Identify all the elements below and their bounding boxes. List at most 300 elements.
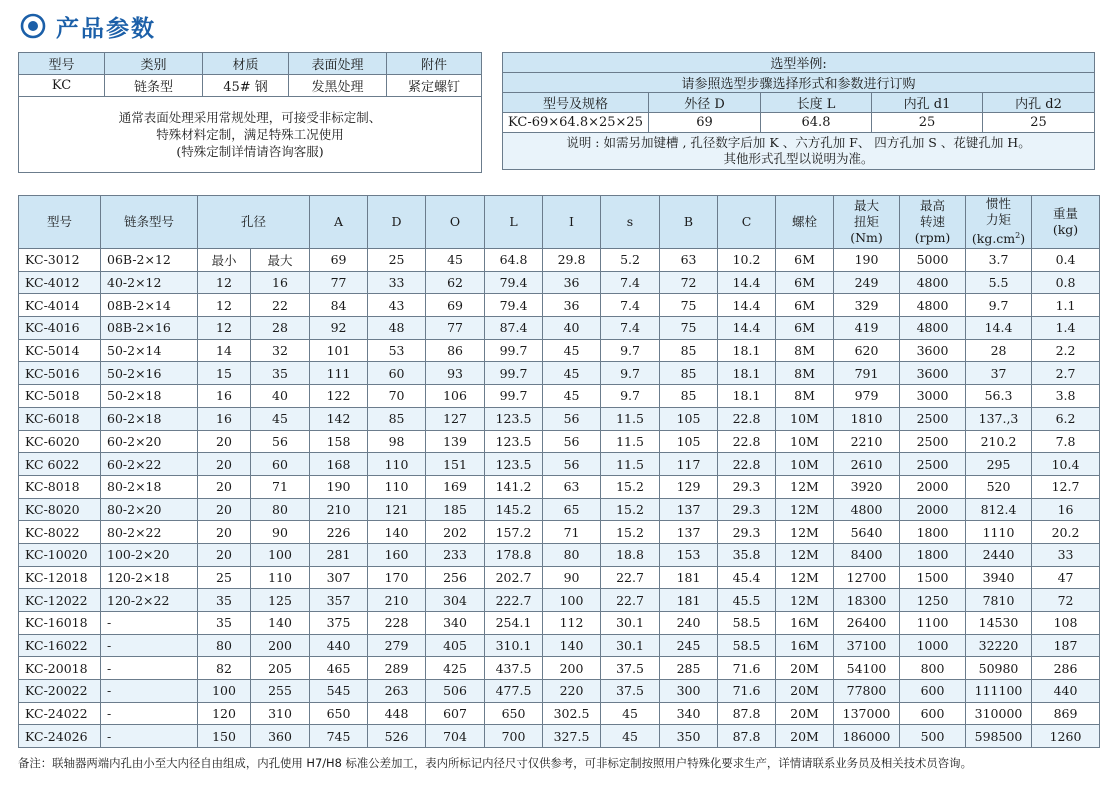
- page-title: 产品参数: [56, 15, 156, 42]
- cell-a: 545: [310, 680, 368, 703]
- cell-bore-max: 80: [251, 498, 310, 521]
- cell-inertia: 56.3: [966, 385, 1032, 408]
- cell-chain: 120-2×22: [101, 589, 198, 612]
- cell-c: 22.8: [718, 453, 776, 476]
- cell-o: 704: [426, 725, 485, 748]
- cell-bore-min: 14: [198, 339, 251, 362]
- cell-torque: 190: [834, 249, 900, 272]
- cell-model: KC-16018: [19, 612, 101, 635]
- cell-bore-max: 56: [251, 430, 310, 453]
- col-header-a: A: [310, 196, 368, 249]
- cell-c: 18.1: [718, 385, 776, 408]
- cell-speed: 600: [900, 680, 966, 703]
- cell-inertia: 32220: [966, 634, 1032, 657]
- spec-note-line: 通常表面处理采用常规处理，可接受非标定制、: [118, 110, 382, 125]
- cell-l: 64.8: [485, 249, 543, 272]
- cell-speed: 1250: [900, 589, 966, 612]
- cell-speed: 1500: [900, 566, 966, 589]
- cell-o: 304: [426, 589, 485, 612]
- cell-bore-max: 110: [251, 566, 310, 589]
- table-row: [19, 702, 1100, 725]
- cell-o: 127: [426, 407, 485, 430]
- cell-weight: 7.8: [1032, 430, 1100, 453]
- cell-weight: 440: [1032, 680, 1100, 703]
- cell-l: 178.8: [485, 543, 543, 566]
- cell-o: 106: [426, 385, 485, 408]
- example-value-bore-d2: 25: [983, 113, 1095, 133]
- cell-i: 63: [543, 475, 601, 498]
- cell-o: 506: [426, 680, 485, 703]
- cell-d: 279: [368, 634, 426, 657]
- cell-speed: 2000: [900, 498, 966, 521]
- cell-d: 448: [368, 702, 426, 725]
- cell-b: 85: [660, 339, 718, 362]
- cell-c: 14.4: [718, 271, 776, 294]
- parameters-table: [18, 195, 1100, 748]
- col-header-b: B: [660, 196, 718, 249]
- cell-chain: 40-2×12: [101, 271, 198, 294]
- cell-i: 45: [543, 362, 601, 385]
- cell-o: 340: [426, 612, 485, 635]
- cell-speed: 4800: [900, 271, 966, 294]
- cell-a: 158: [310, 430, 368, 453]
- cell-b: 181: [660, 566, 718, 589]
- example-title: 选型举例:: [503, 53, 1095, 73]
- cell-a: 111: [310, 362, 368, 385]
- cell-d: 140: [368, 521, 426, 544]
- cell-i: 40: [543, 317, 601, 340]
- col-header-l: L: [485, 196, 543, 249]
- cell-inertia: 598500: [966, 725, 1032, 748]
- cell-speed: 3000: [900, 385, 966, 408]
- table-row: [19, 407, 1100, 430]
- cell-b: 85: [660, 385, 718, 408]
- cell-a: 226: [310, 521, 368, 544]
- cell-bore-min: 150: [198, 725, 251, 748]
- cell-a: 281: [310, 543, 368, 566]
- cell-a: 190: [310, 475, 368, 498]
- cell-o: 169: [426, 475, 485, 498]
- section-title: [20, 8, 156, 44]
- cell-speed: 4800: [900, 294, 966, 317]
- cell-bore-max: 22: [251, 294, 310, 317]
- cell-bore-min: 20: [198, 498, 251, 521]
- spec-note: [19, 97, 482, 173]
- cell-torque: 249: [834, 271, 900, 294]
- cell-o: 425: [426, 657, 485, 680]
- cell-torque: 37100: [834, 634, 900, 657]
- cell-i: 140: [543, 634, 601, 657]
- cell-model: KC-10020: [19, 543, 101, 566]
- cell-l: 157.2: [485, 521, 543, 544]
- table-row: [19, 317, 1100, 340]
- cell-b: 245: [660, 634, 718, 657]
- table-row: [19, 543, 1100, 566]
- cell-i: 45: [543, 385, 601, 408]
- cell-b: 117: [660, 453, 718, 476]
- cell-bolt: 6M: [776, 294, 834, 317]
- table-row: [19, 362, 1100, 385]
- cell-chain: 50-2×16: [101, 362, 198, 385]
- cell-l: 99.7: [485, 339, 543, 362]
- example-header-length-l: 长度 L: [761, 93, 872, 113]
- cell-weight: 6.2: [1032, 407, 1100, 430]
- cell-o: 77: [426, 317, 485, 340]
- header-line: (rpm): [914, 230, 951, 245]
- col-header-i: I: [543, 196, 601, 249]
- cell-inertia: 7810: [966, 589, 1032, 612]
- cell-bolt: 12M: [776, 521, 834, 544]
- cell-bolt: 20M: [776, 657, 834, 680]
- cell-l: 99.7: [485, 385, 543, 408]
- cell-a: 745: [310, 725, 368, 748]
- col-header-chain: 链条型号: [101, 196, 198, 249]
- cell-o: 151: [426, 453, 485, 476]
- cell-a: 465: [310, 657, 368, 680]
- cell-bore-max: 28: [251, 317, 310, 340]
- cell-speed: 1800: [900, 543, 966, 566]
- example-value-bore-d1: 25: [872, 113, 983, 133]
- cell-chain: -: [101, 612, 198, 635]
- header-line: 最大: [854, 198, 880, 213]
- cell-d: 25: [368, 249, 426, 272]
- cell-speed: 1000: [900, 634, 966, 657]
- cell-c: 58.5: [718, 634, 776, 657]
- spec-value-material: 45# 钢: [203, 75, 289, 97]
- cell-bore-max: 45: [251, 407, 310, 430]
- cell-l: 123.5: [485, 430, 543, 453]
- cell-bore-max: 16: [251, 271, 310, 294]
- table-row: [19, 430, 1100, 453]
- cell-bolt: 10M: [776, 453, 834, 476]
- cell-speed: 2500: [900, 430, 966, 453]
- spec-value-row: [19, 75, 482, 97]
- cell-bolt: 8M: [776, 339, 834, 362]
- spec-header-surface: 表面处理: [289, 53, 387, 75]
- cell-c: 35.8: [718, 543, 776, 566]
- cell-inertia: 14.4: [966, 317, 1032, 340]
- table-body: [19, 249, 1100, 748]
- cell-bolt: 6M: [776, 271, 834, 294]
- cell-s: 22.7: [601, 566, 660, 589]
- cell-chain: -: [101, 634, 198, 657]
- cell-bore-min: 35: [198, 589, 251, 612]
- cell-s: 11.5: [601, 430, 660, 453]
- example-value-row: [503, 113, 1095, 133]
- cell-model: KC-20022: [19, 680, 101, 703]
- cell-bore-min: 20: [198, 453, 251, 476]
- cell-b: 153: [660, 543, 718, 566]
- example-note-line: 其他形式孔型以说明为准。: [723, 151, 874, 166]
- cell-chain: -: [101, 725, 198, 748]
- cell-bolt: 12M: [776, 543, 834, 566]
- cell-bore-max: 205: [251, 657, 310, 680]
- cell-bolt: 12M: [776, 498, 834, 521]
- cell-torque: 137000: [834, 702, 900, 725]
- cell-weight: 2.2: [1032, 339, 1100, 362]
- cell-c: 87.8: [718, 725, 776, 748]
- cell-d: 85: [368, 407, 426, 430]
- cell-i: 36: [543, 271, 601, 294]
- cell-torque: 77800: [834, 680, 900, 703]
- cell-i: 36: [543, 294, 601, 317]
- table-row: [19, 385, 1100, 408]
- cell-torque: 26400: [834, 612, 900, 635]
- example-value-outer-d: 69: [649, 113, 761, 133]
- cell-d: 210: [368, 589, 426, 612]
- cell-bore-max: 255: [251, 680, 310, 703]
- cell-b: 63: [660, 249, 718, 272]
- cell-s: 45: [601, 702, 660, 725]
- cell-bore-max: 140: [251, 612, 310, 635]
- cell-o: 62: [426, 271, 485, 294]
- cell-bore-min: 15: [198, 362, 251, 385]
- cell-bore-min: 最小: [198, 249, 251, 272]
- cell-torque: 620: [834, 339, 900, 362]
- cell-torque: 5640: [834, 521, 900, 544]
- cell-b: 75: [660, 317, 718, 340]
- cell-bolt: 12M: [776, 566, 834, 589]
- cell-weight: 1.4: [1032, 317, 1100, 340]
- cell-bolt: 16M: [776, 612, 834, 635]
- cell-d: 53: [368, 339, 426, 362]
- spec-note-row: [19, 97, 482, 173]
- spec-header-accessory: 附件: [387, 53, 482, 75]
- cell-bore-max: 200: [251, 634, 310, 657]
- cell-s: 18.8: [601, 543, 660, 566]
- table-row: [19, 453, 1100, 476]
- cell-model: KC-4016: [19, 317, 101, 340]
- cell-c: 45.4: [718, 566, 776, 589]
- cell-weight: 286: [1032, 657, 1100, 680]
- cell-a: 650: [310, 702, 368, 725]
- cell-torque: 2610: [834, 453, 900, 476]
- col-header-c: C: [718, 196, 776, 249]
- cell-bolt: 20M: [776, 725, 834, 748]
- cell-a: 101: [310, 339, 368, 362]
- cell-weight: 72: [1032, 589, 1100, 612]
- cell-b: 105: [660, 407, 718, 430]
- cell-l: 145.2: [485, 498, 543, 521]
- cell-d: 121: [368, 498, 426, 521]
- header-line: [966, 228, 1031, 247]
- table-row: [19, 498, 1100, 521]
- cell-o: 93: [426, 362, 485, 385]
- table-row: [19, 294, 1100, 317]
- cell-i: 29.8: [543, 249, 601, 272]
- cell-c: 29.3: [718, 498, 776, 521]
- cell-inertia: 5.5: [966, 271, 1032, 294]
- cell-model: KC-3012: [19, 249, 101, 272]
- cell-o: 86: [426, 339, 485, 362]
- cell-bore-min: 20: [198, 543, 251, 566]
- cell-c: 45.5: [718, 589, 776, 612]
- col-header-speed: [900, 196, 966, 249]
- cell-l: 79.4: [485, 271, 543, 294]
- cell-weight: 12.7: [1032, 475, 1100, 498]
- cell-c: 58.5: [718, 612, 776, 635]
- cell-torque: 419: [834, 317, 900, 340]
- cell-model: KC-8018: [19, 475, 101, 498]
- cell-speed: 3600: [900, 339, 966, 362]
- example-value-spec: KC-69×64.8×25×25: [503, 113, 649, 133]
- example-header-row: [503, 93, 1095, 113]
- cell-torque: 18300: [834, 589, 900, 612]
- cell-d: 160: [368, 543, 426, 566]
- table-row: [19, 612, 1100, 635]
- cell-a: 440: [310, 634, 368, 657]
- cell-d: 70: [368, 385, 426, 408]
- cell-inertia: 1110: [966, 521, 1032, 544]
- cell-b: 137: [660, 498, 718, 521]
- example-subtitle-row: [503, 73, 1095, 93]
- example-note: [503, 133, 1095, 170]
- cell-a: 307: [310, 566, 368, 589]
- cell-chain: 80-2×18: [101, 475, 198, 498]
- cell-model: KC-4012: [19, 271, 101, 294]
- cell-i: 220: [543, 680, 601, 703]
- cell-speed: 1800: [900, 521, 966, 544]
- cell-model: KC-20018: [19, 657, 101, 680]
- cell-bore-min: 12: [198, 294, 251, 317]
- cell-bolt: 8M: [776, 362, 834, 385]
- header-line: 转速: [920, 214, 946, 229]
- cell-chain: 08B-2×14: [101, 294, 198, 317]
- target-circle-icon: [20, 13, 46, 39]
- cell-l: 79.4: [485, 294, 543, 317]
- example-note-line: 说明 : 如需另加键槽 , 孔径数字后加 K 、六方孔加 F、 四方孔加 S 、花键孔加 H。: [566, 135, 1031, 150]
- cell-b: 350: [660, 725, 718, 748]
- cell-weight: 47: [1032, 566, 1100, 589]
- col-header-bolt: 螺栓: [776, 196, 834, 249]
- cell-weight: 108: [1032, 612, 1100, 635]
- cell-torque: 54100: [834, 657, 900, 680]
- cell-l: 222.7: [485, 589, 543, 612]
- cell-bolt: 10M: [776, 407, 834, 430]
- cell-c: 29.3: [718, 475, 776, 498]
- cell-inertia: 9.7: [966, 294, 1032, 317]
- spec-header-model: 型号: [19, 53, 105, 75]
- cell-model: KC-6020: [19, 430, 101, 453]
- cell-d: 98: [368, 430, 426, 453]
- table-row: [19, 271, 1100, 294]
- cell-b: 240: [660, 612, 718, 635]
- cell-l: 202.7: [485, 566, 543, 589]
- cell-s: 7.4: [601, 317, 660, 340]
- cell-chain: -: [101, 680, 198, 703]
- cell-i: 80: [543, 543, 601, 566]
- cell-inertia: 3940: [966, 566, 1032, 589]
- cell-c: 10.2: [718, 249, 776, 272]
- cell-bore-max: 100: [251, 543, 310, 566]
- cell-chain: 60-2×22: [101, 453, 198, 476]
- unit-text-close: ): [1020, 231, 1026, 247]
- cell-inertia: 137.,3: [966, 407, 1032, 430]
- example-header-bore-d1: 内孔 d1: [872, 93, 983, 113]
- cell-bore-min: 100: [198, 680, 251, 703]
- table-row: [19, 521, 1100, 544]
- cell-weight: 1.1: [1032, 294, 1100, 317]
- cell-inertia: 2440: [966, 543, 1032, 566]
- cell-c: 22.8: [718, 430, 776, 453]
- cell-inertia: 812.4: [966, 498, 1032, 521]
- cell-model: KC-4014: [19, 294, 101, 317]
- cell-o: 607: [426, 702, 485, 725]
- cell-bore-min: 16: [198, 407, 251, 430]
- cell-d: 43: [368, 294, 426, 317]
- cell-speed: 3600: [900, 362, 966, 385]
- spec-value-model: KC: [19, 75, 105, 97]
- cell-bore-max: 40: [251, 385, 310, 408]
- cell-l: 123.5: [485, 407, 543, 430]
- cell-o: 139: [426, 430, 485, 453]
- footnote: 备注：联轴器两端内孔由小至大内径自由组成，内孔使用 H7/H8 标准公差加工，表内所标记内径尺寸仅供参考，可非标定制按照用户特殊化要求生产，详情请联系业务员及相关技术员咨询。: [18, 756, 972, 770]
- cell-speed: 2500: [900, 453, 966, 476]
- cell-l: 254.1: [485, 612, 543, 635]
- cell-o: 405: [426, 634, 485, 657]
- cell-a: 357: [310, 589, 368, 612]
- table-row: [19, 249, 1100, 272]
- col-header-d: D: [368, 196, 426, 249]
- spec-value-accessory: 紧定螺钉: [387, 75, 482, 97]
- cell-weight: 10.4: [1032, 453, 1100, 476]
- cell-d: 289: [368, 657, 426, 680]
- cell-i: 56: [543, 407, 601, 430]
- cell-bolt: 6M: [776, 317, 834, 340]
- cell-speed: 1100: [900, 612, 966, 635]
- cell-inertia: 520: [966, 475, 1032, 498]
- cell-a: 92: [310, 317, 368, 340]
- cell-weight: 16: [1032, 498, 1100, 521]
- spec-header-row: [19, 53, 482, 75]
- unit-superscript: 2: [1015, 231, 1021, 241]
- cell-d: 33: [368, 271, 426, 294]
- cell-d: 526: [368, 725, 426, 748]
- cell-a: 142: [310, 407, 368, 430]
- cell-d: 170: [368, 566, 426, 589]
- header-line: 惯性: [986, 196, 1012, 212]
- cell-s: 30.1: [601, 634, 660, 657]
- example-table: [502, 52, 1095, 170]
- cell-bore-max: 360: [251, 725, 310, 748]
- cell-o: 202: [426, 521, 485, 544]
- cell-b: 340: [660, 702, 718, 725]
- cell-bore-max: 35: [251, 362, 310, 385]
- cell-i: 56: [543, 453, 601, 476]
- cell-s: 9.7: [601, 385, 660, 408]
- cell-weight: 0.4: [1032, 249, 1100, 272]
- cell-torque: 4800: [834, 498, 900, 521]
- cell-model: KC-5014: [19, 339, 101, 362]
- cell-a: 210: [310, 498, 368, 521]
- example-header-spec: 型号及规格: [503, 93, 649, 113]
- unit-text: (kg.cm: [971, 231, 1016, 247]
- cell-c: 14.4: [718, 294, 776, 317]
- cell-o: 233: [426, 543, 485, 566]
- cell-inertia: 295: [966, 453, 1032, 476]
- cell-s: 15.2: [601, 475, 660, 498]
- col-header-model: 型号: [19, 196, 101, 249]
- cell-weight: 33: [1032, 543, 1100, 566]
- cell-torque: 3920: [834, 475, 900, 498]
- cell-bolt: 12M: [776, 589, 834, 612]
- cell-model: KC-8020: [19, 498, 101, 521]
- cell-c: 71.6: [718, 680, 776, 703]
- cell-l: 650: [485, 702, 543, 725]
- cell-speed: 800: [900, 657, 966, 680]
- cell-i: 90: [543, 566, 601, 589]
- cell-l: 700: [485, 725, 543, 748]
